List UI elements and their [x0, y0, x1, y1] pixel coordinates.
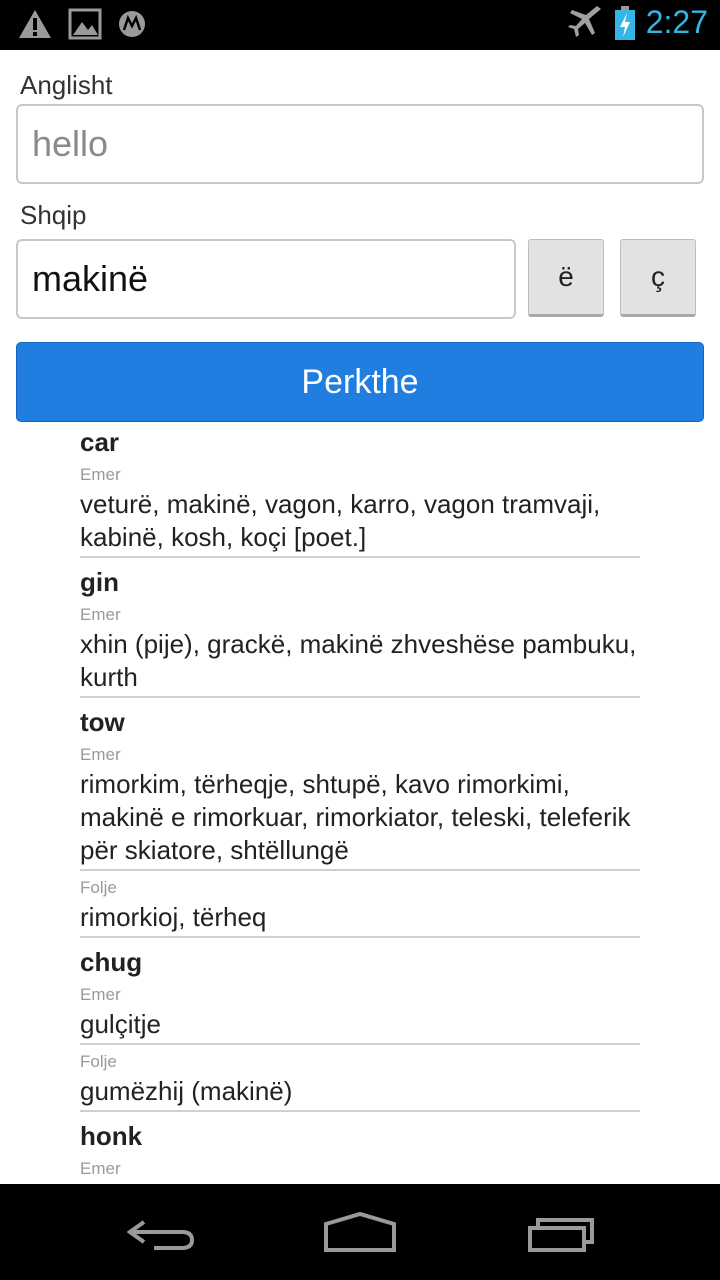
home-icon[interactable]	[322, 1208, 398, 1256]
entry-word: gin	[80, 567, 119, 597]
entry-part-of-speech: Emer	[80, 465, 121, 484]
entry-part-of-speech: Emer	[80, 1159, 121, 1178]
motorola-icon	[118, 10, 146, 38]
list-item[interactable]	[80, 875, 640, 938]
albanian-label: Shqip	[20, 200, 87, 230]
image-icon	[68, 8, 102, 40]
list-item[interactable]	[80, 562, 640, 698]
entry-part-of-speech: Folje	[80, 1052, 117, 1071]
navigation-bar	[0, 1184, 720, 1280]
albanian-input[interactable]	[16, 239, 516, 319]
entry-part-of-speech: Emer	[80, 745, 121, 764]
insert-c-cedilla-button[interactable]: ç	[620, 239, 696, 317]
entry-translation: gumëzhij (makinë)	[80, 1075, 640, 1112]
entry-translation: gulçitje	[80, 1008, 640, 1045]
entry-translation: rimorkim, tërheqje, shtupë, kavo rimorkimi, makinë e rimorkuar, rimorkiator, teleski, teleferik për skiatore, shtëllungë	[80, 768, 640, 871]
list-item[interactable]	[80, 702, 640, 871]
entry-part-of-speech: Emer	[80, 985, 121, 1004]
recent-apps-icon[interactable]	[526, 1208, 598, 1256]
english-placeholder: hello	[32, 123, 109, 164]
entry-part-of-speech: Emer	[80, 605, 121, 624]
list-item[interactable]	[80, 942, 640, 1045]
results-list[interactable]	[0, 422, 720, 1184]
albanian-value: makinë	[32, 258, 149, 299]
status-bar	[0, 0, 720, 50]
warning-icon	[18, 9, 52, 39]
entry-translation: veturë, makinë, vagon, karro, vagon tramvaji, kabinë, kosh, koçi [poet.]	[80, 488, 640, 558]
entry-word: chug	[80, 947, 143, 977]
translate-button[interactable]: Perkthe	[16, 342, 704, 422]
english-label: Anglisht	[20, 70, 113, 100]
entry-word: tow	[80, 707, 125, 737]
entry-part-of-speech: Folje	[80, 878, 117, 897]
entry-word: honk	[80, 1121, 143, 1151]
entry-translation: xhin (pije), grackë, makinë zhveshëse pambuku, kurth	[80, 628, 640, 698]
list-item[interactable]	[80, 1049, 640, 1112]
entry-word: car	[80, 427, 120, 457]
back-icon[interactable]	[124, 1208, 196, 1256]
clock: 2:27	[645, 4, 708, 40]
airplane-mode-icon	[568, 5, 604, 41]
list-item[interactable]	[80, 422, 640, 558]
entry-translation: rimorkioj, tërheq	[80, 901, 640, 938]
battery-charging-icon	[614, 6, 636, 40]
insert-e-diaeresis-button[interactable]: ë	[528, 239, 604, 317]
english-input[interactable]	[16, 104, 704, 184]
